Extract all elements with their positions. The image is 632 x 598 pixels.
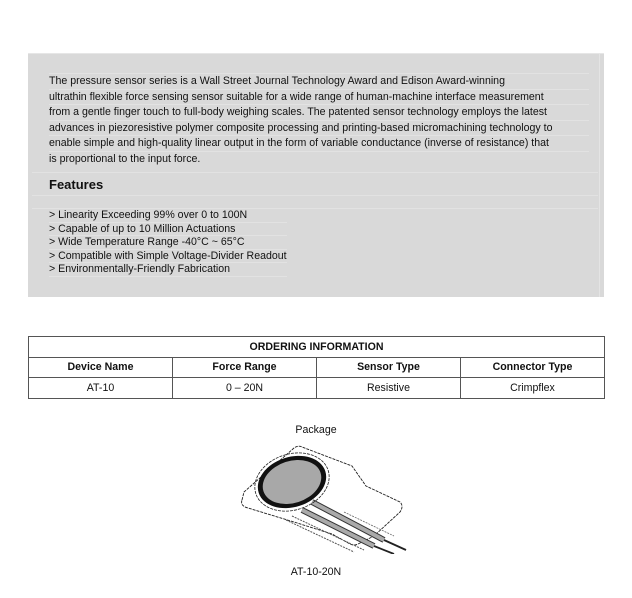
- package-label: Package: [295, 424, 337, 436]
- intro-line: enable simple and high-quality linear output in the form of variable conductance (inverse of resistance) that: [49, 135, 589, 151]
- description-panel: [28, 53, 604, 297]
- cell-connector-type: Crimpflex: [461, 378, 605, 399]
- column-header-force-range: Force Range: [173, 357, 317, 378]
- intro-line: The pressure sensor series is a Wall Street Journal Technology Award and Edison Award-winning: [49, 73, 589, 89]
- cell-device-name: AT-10: [29, 378, 173, 399]
- table-title-row: [29, 337, 605, 358]
- intro-line: ultrathin flexible force sensing sensor suitable for a wide range of human-machine interface measurement: [49, 89, 589, 105]
- panel-edge-line: [599, 54, 600, 297]
- column-header-device-name: Device Name: [29, 357, 173, 378]
- package-caption: AT-10-20N: [290, 566, 342, 578]
- divider: [32, 172, 598, 173]
- table-row: [29, 378, 605, 399]
- feature-item: > Compatible with Simple Voltage-Divider Readout: [49, 249, 287, 262]
- table-header-row: [29, 357, 605, 378]
- features-list: [49, 209, 287, 277]
- cell-force-range: 0 – 20N: [173, 378, 317, 399]
- column-header-connector-type: Connector Type: [461, 357, 605, 378]
- intro-line: from a gentle finger touch to full-body weighing scales. The patented sensor technology employs the latest: [49, 104, 589, 120]
- feature-item: > Environmentally-Friendly Fabrication: [49, 263, 287, 277]
- intro-paragraph: [49, 73, 589, 166]
- cell-sensor-type: Resistive: [317, 378, 461, 399]
- force-sensor-illustration-icon: [234, 444, 410, 554]
- features-heading: Features: [49, 177, 104, 192]
- table-title: ORDERING INFORMATION: [29, 337, 605, 358]
- feature-item: > Capable of up to 10 Million Actuations: [49, 223, 287, 237]
- column-header-sensor-type: Sensor Type: [317, 357, 461, 378]
- intro-line: is proportional to the input force.: [49, 151, 589, 167]
- intro-line: advances in piezoresistive polymer composite processing and printing-based micromachining technology to: [49, 120, 589, 136]
- feature-item: > Wide Temperature Range -40°C ~ 65°C: [49, 236, 287, 250]
- ordering-information-table: [28, 336, 605, 399]
- divider: [32, 195, 598, 196]
- feature-item: > Linearity Exceeding 99% over 0 to 100N: [49, 209, 287, 223]
